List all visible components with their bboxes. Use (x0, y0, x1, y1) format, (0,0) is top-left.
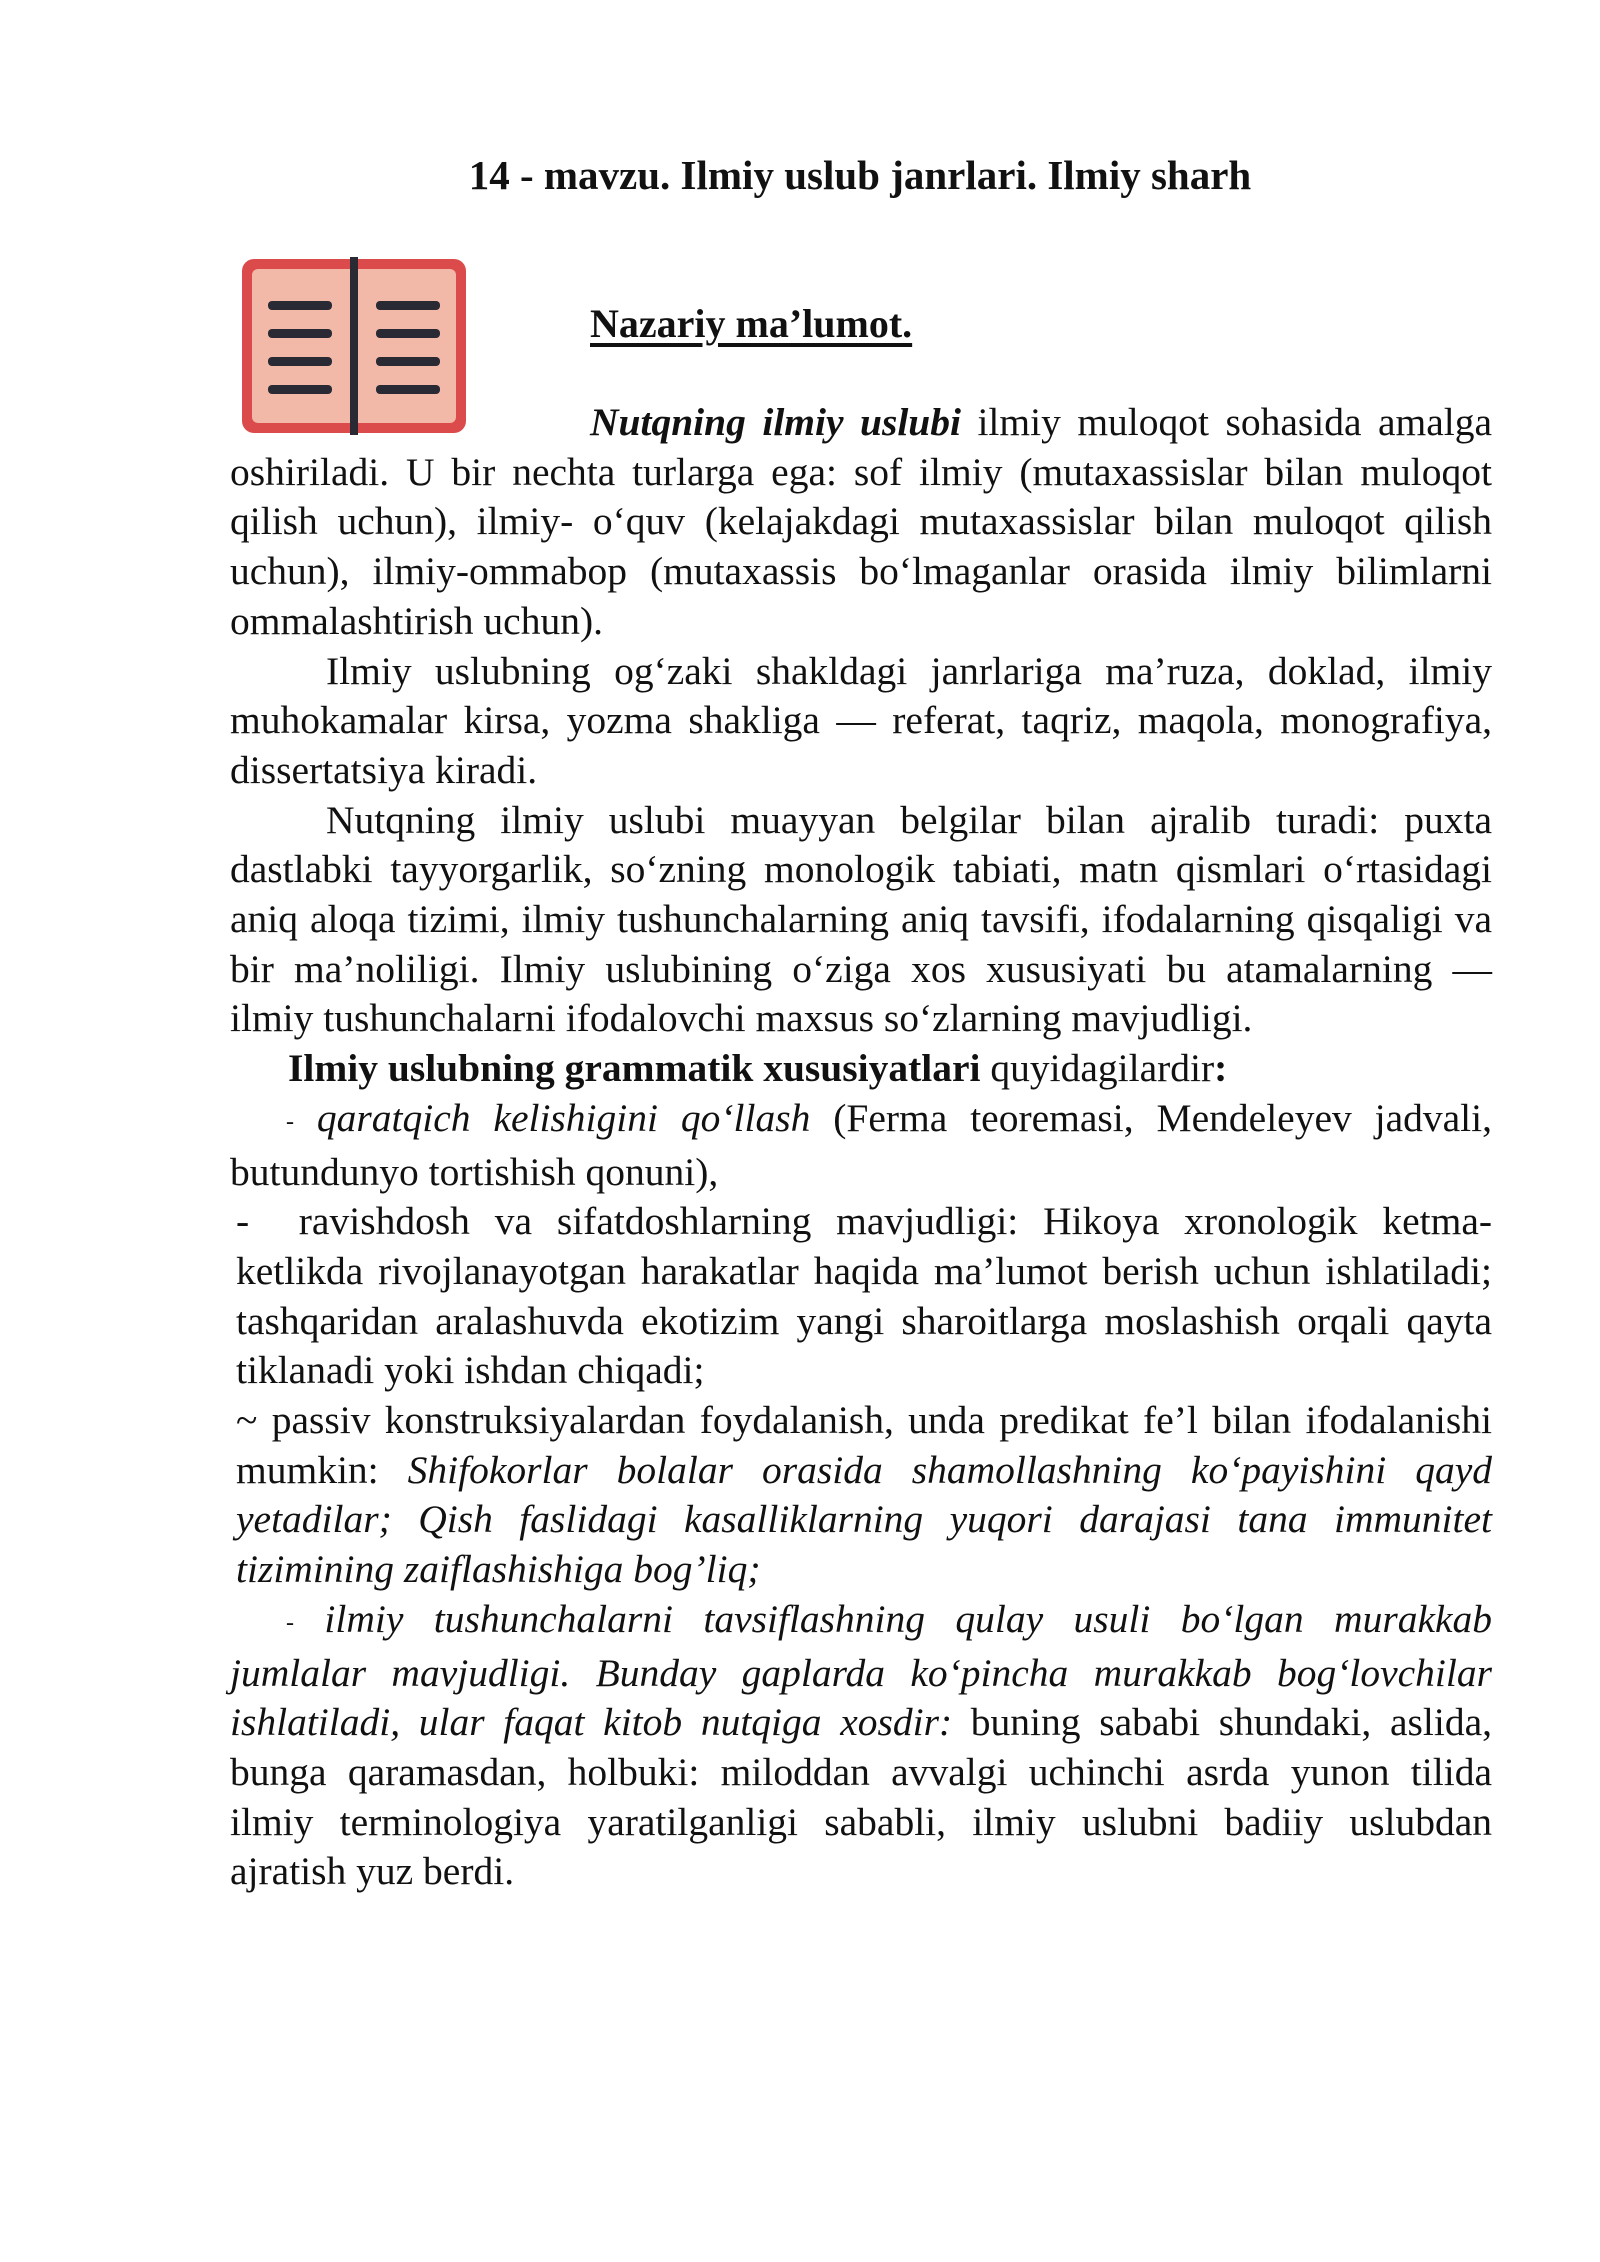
list-item-complex-sentences (230, 1595, 1492, 1897)
list-item-participles (230, 1197, 1492, 1396)
page-title: 14 - mavzu. Ilmiy uslub janrlari. Ilmiy sharh (468, 152, 1252, 198)
paragraph-features: Nutqning ilmiy uslubi muayyan belgilar bilan ajralib turadi: puxta dastlabki tayyorgarlik, so‘zning monologik tabiati, matn qismlari o‘rtasidagi aniq aloqa tizimi, ilmiy tushunchalarning aniq tavsifi, ifodalarning qisqaligi va bir ma’noliligi. Ilmiy uslubining o‘ziga xos xususiyati bu atamalarning — ilmiy tushunchalarni ifodalovchi maxsus so‘zlarning mavjudligi. (230, 797, 1492, 1041)
grammar-heading-bold: Ilmiy uslubning grammatik xususiyatlari (288, 1046, 981, 1091)
list-item-genitive-text: (Ferma teoremasi, Mendeleyev jadvali, butundunyo tortishish qonuni), (230, 1095, 1493, 1194)
list-item-complex-text: buning sababi shundaki, aslida, bunga qaramasdan, holbuki: miloddan avvalgi uchinchi asrda yunon tilida ilmiy terminologiya yaratilganligi sababli, ilmiy uslubni badiiy uslubdan ajratish yuz berdi. (230, 1700, 1492, 1894)
list-item-complex-title: ilmiy tushunchalarni tavsiflashning qulay usuli bo‘lgan murakkab jumlalar mavjudligi. Bunday gaplarda ko‘pincha murakkab bog‘lovchilar ishlatiladi, ular faqat kitob nutqiga xosdir: (230, 1596, 1493, 1745)
list-marker: - (286, 1108, 294, 1135)
list-item-passive (230, 1396, 1492, 1595)
paragraph-genres: Ilmiy uslubning og‘zaki shakldagi janrlariga ma’ruza, doklad, ilmiy muhokamalar kirsa, yozma shakliga — referat, taqriz, maqola, monografiya, dissertatsiya kiradi. (230, 648, 1492, 792)
list-item-participles-text: ravishdosh va sifatdoshlarning mavjudligi: Hikoya xronologik ketma-ketlikda rivojlanayotgan harakatlar haqida ma’lumot berish uchun ishlatiladi; tashqaridan aralashuvda ekotizim yangi sharoitlarga moslashish orqali qayta tiklanadi yoki ishdan chiqadi; (236, 1199, 1492, 1393)
list-item-passive-text: passiv konstruksiyalardan foydalanish, unda predikat fe’l bilan ifodalanishi mumkin: (236, 1398, 1492, 1492)
list-item-genitive-title: qaratqich kelishigini qo‘llash (316, 1095, 811, 1140)
list-marker: - (286, 1609, 294, 1636)
list-marker: ~ (236, 1398, 258, 1443)
paragraph-grammar-heading (230, 1044, 1492, 1094)
list-item-genitive (230, 1094, 1492, 1197)
section-heading: Nazariy ma’lumot. (590, 301, 913, 346)
list-item-passive-example: Shifokorlar bolalar orasida shamollashning ko‘payishini qayd yetadilar; Qish faslidagi kasalliklarning yuqori darajasi tana immunitet tizimining zaiflashishiga bog’liq; (236, 1447, 1492, 1592)
intro-text: ilmiy muloqot sohasida amalga oshiriladi. U bir nechta turlarga ega: sof ilmiy (mutaxassislar bilan muloqot qilish uchun), ilmiy- o‘quv (kelajakdagi mutaxassislar bilan muloqot qilish uchun), ilmiy-ommabop (mutaxassis bo‘lmaganlar orasida ilmiy bilimlarni ommalashtirish uchun). (230, 400, 1492, 643)
document-body (230, 398, 1492, 1897)
list-marker: - (236, 1199, 250, 1244)
grammar-heading-rest: quyidagilardir (980, 1046, 1215, 1091)
paragraph-intro (230, 398, 1492, 647)
intro-term: Nutqning ilmiy uslubi (590, 400, 961, 444)
grammar-heading-colon: : (1214, 1046, 1228, 1091)
